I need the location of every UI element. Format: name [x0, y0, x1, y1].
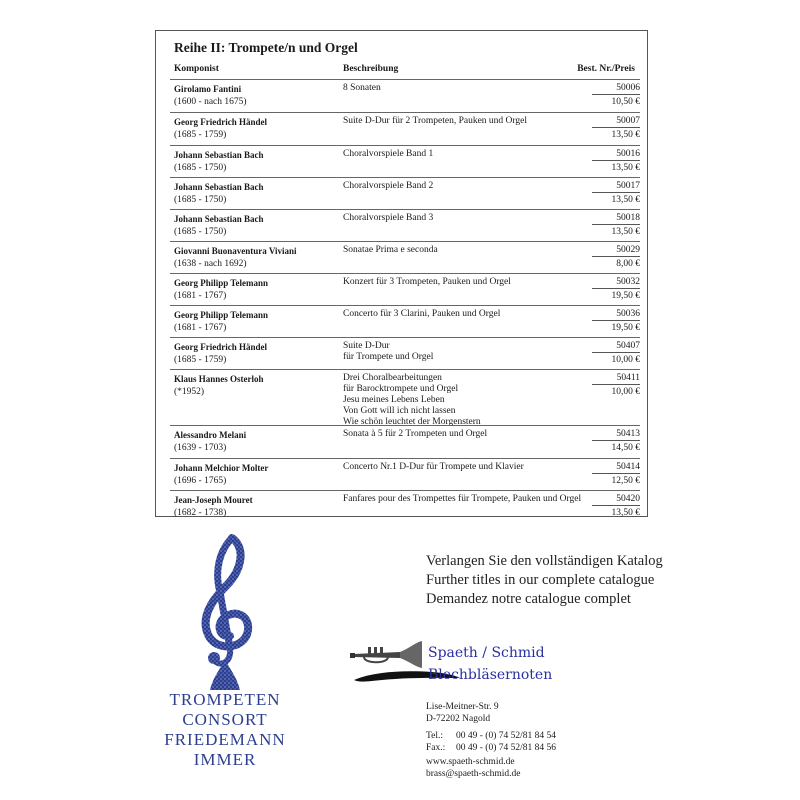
composer-dates: (1639 - 1703)	[174, 443, 227, 453]
price: 10,00 €	[611, 387, 640, 397]
web-contact	[426, 757, 521, 780]
publisher-address	[426, 702, 556, 754]
composer-dates: (1696 - 1765)	[174, 476, 227, 486]
composer-name: Girolamo Fantini	[174, 84, 242, 94]
price: 19,50 €	[611, 291, 640, 301]
consort-line: FRIEDEMANN	[164, 730, 286, 749]
work-description: Sonata à 5 für 2 Trompeten und Orgel	[343, 429, 488, 439]
work-description: Choralvorspiele Band 2	[343, 181, 434, 191]
price: 10,50 €	[611, 97, 640, 107]
price: 13,50 €	[611, 227, 640, 237]
consort-name	[150, 690, 300, 770]
composer-dates: (*1952)	[174, 387, 205, 397]
header-composer: Komponist	[174, 64, 219, 74]
header-description: Beschreibung	[343, 64, 399, 74]
price: 14,50 €	[611, 443, 640, 453]
table-row	[170, 241, 640, 273]
table-row	[170, 145, 640, 177]
order-number: 50017	[592, 181, 640, 193]
composer-dates: (1685 - 1750)	[174, 163, 227, 173]
composer-dates: (1685 - 1750)	[174, 227, 227, 237]
price: 8,00 €	[616, 259, 640, 269]
price: 13,50 €	[611, 195, 640, 205]
composer-dates: (1638 - nach 1692)	[174, 259, 247, 269]
composer-name: Georg Philipp Telemann	[174, 310, 269, 320]
composer-name: Johann Melchior Molter	[174, 463, 269, 473]
table-row	[170, 79, 640, 112]
work-description: 8 Sonaten	[343, 83, 381, 93]
table-row	[170, 112, 640, 145]
publisher-logo	[350, 640, 553, 690]
order-number: 50414	[592, 462, 640, 474]
series-title: Reihe II: Trompete/n und Orgel	[174, 40, 358, 55]
consort-line: TROMPETEN	[169, 690, 281, 709]
table-row	[170, 458, 640, 490]
composer-name: Johann Sebastian Bach	[174, 182, 264, 192]
composer-name: Johann Sebastian Bach	[174, 150, 264, 160]
website-link[interactable]: www.spaeth-schmid.de	[426, 757, 515, 767]
consort-line: IMMER	[193, 750, 257, 769]
order-number: 50032	[592, 277, 640, 289]
composer-name: Georg Philipp Telemann	[174, 278, 269, 288]
price: 13,50 €	[611, 163, 640, 173]
composer-dates: (1685 - 1750)	[174, 195, 227, 205]
phone-row	[426, 731, 556, 743]
notice-french: Demandez notre catalogue complet	[426, 591, 631, 607]
composer-name: Giovanni Buonaventura Viviani	[174, 246, 297, 256]
work-description: Choralvorspiele Band 1	[343, 149, 434, 159]
publisher-name: Spaeth / Schmid	[428, 645, 545, 661]
table-row	[170, 369, 640, 425]
phone-number: 00 49 - (0) 74 52/81 84 54	[456, 731, 557, 741]
composer-dates: (1600 - nach 1675)	[174, 97, 247, 107]
fax-label: Fax.:	[426, 742, 446, 753]
work-description: Concerto Nr.1 D-Dur für Trompete und Klavier	[343, 462, 524, 472]
composer-dates: (1682 - 1738)	[174, 508, 227, 518]
price: 12,50 €	[611, 476, 640, 486]
catalog-notice	[426, 552, 663, 609]
composer-dates: (1681 - 1767)	[174, 291, 227, 301]
work-description: Concerto für 3 Clarini, Pauken und Orgel	[343, 309, 501, 319]
table-row	[170, 425, 640, 458]
composer-name: Alessandro Melani	[174, 430, 247, 440]
table-row	[170, 337, 640, 369]
price: 10,00 €	[611, 355, 640, 365]
table-row	[170, 305, 640, 337]
work-description: Suite D-Dur für 2 Trompeten, Pauken und Orgel	[343, 116, 528, 126]
order-number: 50016	[592, 149, 640, 161]
order-number: 50029	[592, 245, 640, 257]
email-link[interactable]: brass@spaeth-schmid.de	[426, 768, 521, 779]
catalog-rows	[170, 79, 640, 522]
order-number: 50018	[592, 213, 640, 225]
work-description: Choralvorspiele Band 3	[343, 213, 434, 223]
order-number: 50407	[592, 341, 640, 353]
order-number: 50420	[592, 494, 640, 506]
work-description: Drei Choralbearbeitungen für Barocktrompete und Orgel Jesu meines Lebens Leben Von Gott will ich nicht lassen Wie schön leuchtet der Morgenstern	[343, 373, 481, 427]
order-number: 50411	[592, 373, 640, 385]
notice-german: Verlangen Sie den vollständigen Katalog	[426, 553, 663, 569]
composer-name: Georg Friedrich Händel	[174, 117, 267, 127]
composer-dates: (1685 - 1759)	[174, 355, 227, 365]
order-number: 50007	[592, 116, 640, 128]
price: 13,50 €	[611, 130, 640, 140]
composer-name: Johann Sebastian Bach	[174, 214, 264, 224]
treble-clef-icon	[180, 530, 270, 700]
notice-english: Further titles in our complete catalogue	[426, 572, 655, 588]
work-description: Sonatae Prima e seconda	[343, 245, 438, 255]
table-row	[170, 209, 640, 241]
composer-name: Klaus Hannes Osterloh	[174, 374, 264, 384]
price: 19,50 €	[611, 323, 640, 333]
consort-line: CONSORT	[182, 710, 268, 729]
composer-dates: (1685 - 1759)	[174, 130, 227, 140]
price: 13,50 €	[611, 508, 640, 518]
work-description: Suite D-Dur für Trompete und Orgel	[343, 341, 434, 362]
table-row	[170, 490, 640, 522]
table-row	[170, 273, 640, 305]
order-number: 50006	[592, 83, 640, 95]
publisher-subtitle: Blechbläsernoten	[428, 667, 553, 683]
work-description: Konzert für 3 Trompeten, Pauken und Orgel	[343, 277, 511, 287]
composer-dates: (1681 - 1767)	[174, 323, 227, 333]
composer-name: Georg Friedrich Händel	[174, 342, 267, 352]
catalog-frame	[155, 30, 648, 517]
table-row	[170, 177, 640, 209]
address-city: D-72202 Nagold	[426, 713, 491, 724]
address-street: Lise-Meitner-Str. 9	[426, 702, 499, 712]
header-order: Best. Nr./Preis	[577, 64, 635, 74]
fax-number: 00 49 - (0) 74 52/81 84 56	[456, 742, 557, 753]
order-number: 50036	[592, 309, 640, 321]
order-number: 50413	[592, 429, 640, 441]
phone-label: Tel.:	[426, 731, 444, 741]
composer-name: Jean-Joseph Mouret	[174, 495, 253, 505]
fax-row	[426, 743, 556, 755]
work-description: Fanfares pour des Trompettes für Trompete, Pauken und Orgel	[343, 494, 582, 504]
